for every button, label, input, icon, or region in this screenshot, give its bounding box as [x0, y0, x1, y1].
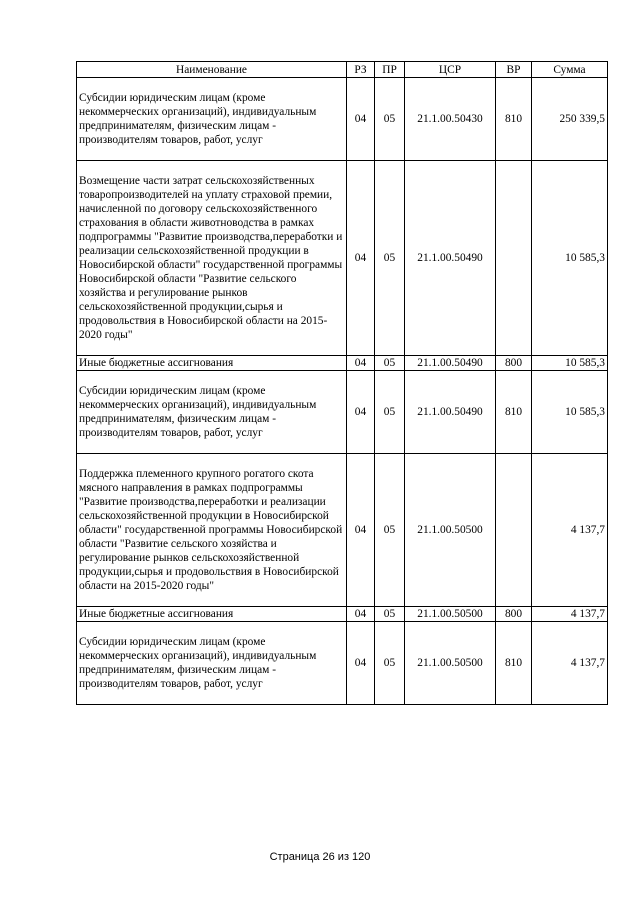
row-vr: 810	[496, 78, 532, 161]
row-sum: 10 585,3	[532, 161, 608, 356]
row-vr: 800	[496, 356, 532, 371]
table-row	[77, 607, 608, 622]
row-vr	[496, 161, 532, 356]
row-rz: 04	[347, 356, 375, 371]
row-name: Субсидии юридическим лицам (кроме некоммерческих организаций), индивидуальным предпринимателям, физическим лицам - производителям товаров, работ, услуг	[77, 371, 347, 454]
row-rz: 04	[347, 371, 375, 454]
row-pr: 05	[375, 607, 405, 622]
row-name: Поддержка племенного крупного рогатого скота мясного направления в рамках подпрограммы "Развитие производства,переработки и реализации сельскохозяйственной продукции в Новосибирской области" государственной программы Новосибирской области "Развитие сельского хозяйства и регулирование рынков сельскохозяйственной продукции,сырья и продовольствия в Новосибирской области на 2015-2020 годы"	[77, 454, 347, 607]
row-sum: 4 137,7	[532, 607, 608, 622]
table-row	[77, 371, 608, 454]
row-csr: 21.1.00.50500	[405, 454, 496, 607]
table-row	[77, 454, 608, 607]
row-vr: 810	[496, 371, 532, 454]
table-header-row	[77, 62, 608, 78]
row-pr: 05	[375, 454, 405, 607]
row-name: Возмещение части затрат сельскохозяйственных товаропроизводителей на уплату страховой премии, начисленной по договору сельскохозяйственного страхования в области животноводства в рамках подпрограммы "Развитие производства,переработки и реализации сельскохозяйственной продукции в Новосибирской области" государственной программы Новосибирской области "Развитие сельского хозяйства и регулирование рынков сельскохозяйственной продукции,сырья и продовольствия в Новосибирской области на 2015-2020 годы"	[77, 161, 347, 356]
header-rz: РЗ	[347, 62, 375, 78]
header-pr: ПР	[375, 62, 405, 78]
table-row	[77, 78, 608, 161]
budget-table	[76, 61, 608, 705]
row-pr: 05	[375, 78, 405, 161]
header-name: Наименование	[77, 62, 347, 78]
row-csr: 21.1.00.50490	[405, 161, 496, 356]
row-rz: 04	[347, 161, 375, 356]
row-vr: 810	[496, 622, 532, 705]
row-sum: 10 585,3	[532, 371, 608, 454]
table-row	[77, 161, 608, 356]
row-sum: 10 585,3	[532, 356, 608, 371]
row-csr: 21.1.00.50500	[405, 607, 496, 622]
row-csr: 21.1.00.50490	[405, 371, 496, 454]
row-name: Субсидии юридическим лицам (кроме некоммерческих организаций), индивидуальным предпринимателям, физическим лицам - производителям товаров, работ, услуг	[77, 622, 347, 705]
row-name: Иные бюджетные ассигнования	[77, 607, 347, 622]
row-vr	[496, 454, 532, 607]
row-csr: 21.1.00.50500	[405, 622, 496, 705]
table-row	[77, 356, 608, 371]
row-rz: 04	[347, 454, 375, 607]
row-rz: 04	[347, 607, 375, 622]
row-name: Иные бюджетные ассигнования	[77, 356, 347, 371]
row-pr: 05	[375, 622, 405, 705]
row-name: Субсидии юридическим лицам (кроме некоммерческих организаций), индивидуальным предпринимателям, физическим лицам - производителям товаров, работ, услуг	[77, 78, 347, 161]
header-sum: Сумма	[532, 62, 608, 78]
row-csr: 21.1.00.50490	[405, 356, 496, 371]
row-pr: 05	[375, 356, 405, 371]
row-sum: 250 339,5	[532, 78, 608, 161]
row-vr: 800	[496, 607, 532, 622]
header-csr: ЦСР	[405, 62, 496, 78]
header-vr: ВР	[496, 62, 532, 78]
row-pr: 05	[375, 161, 405, 356]
page-number: Страница 26 из 120	[269, 851, 371, 863]
row-pr: 05	[375, 371, 405, 454]
row-rz: 04	[347, 78, 375, 161]
row-rz: 04	[347, 622, 375, 705]
row-sum: 4 137,7	[532, 622, 608, 705]
row-csr: 21.1.00.50430	[405, 78, 496, 161]
table-row	[77, 622, 608, 705]
row-sum: 4 137,7	[532, 454, 608, 607]
